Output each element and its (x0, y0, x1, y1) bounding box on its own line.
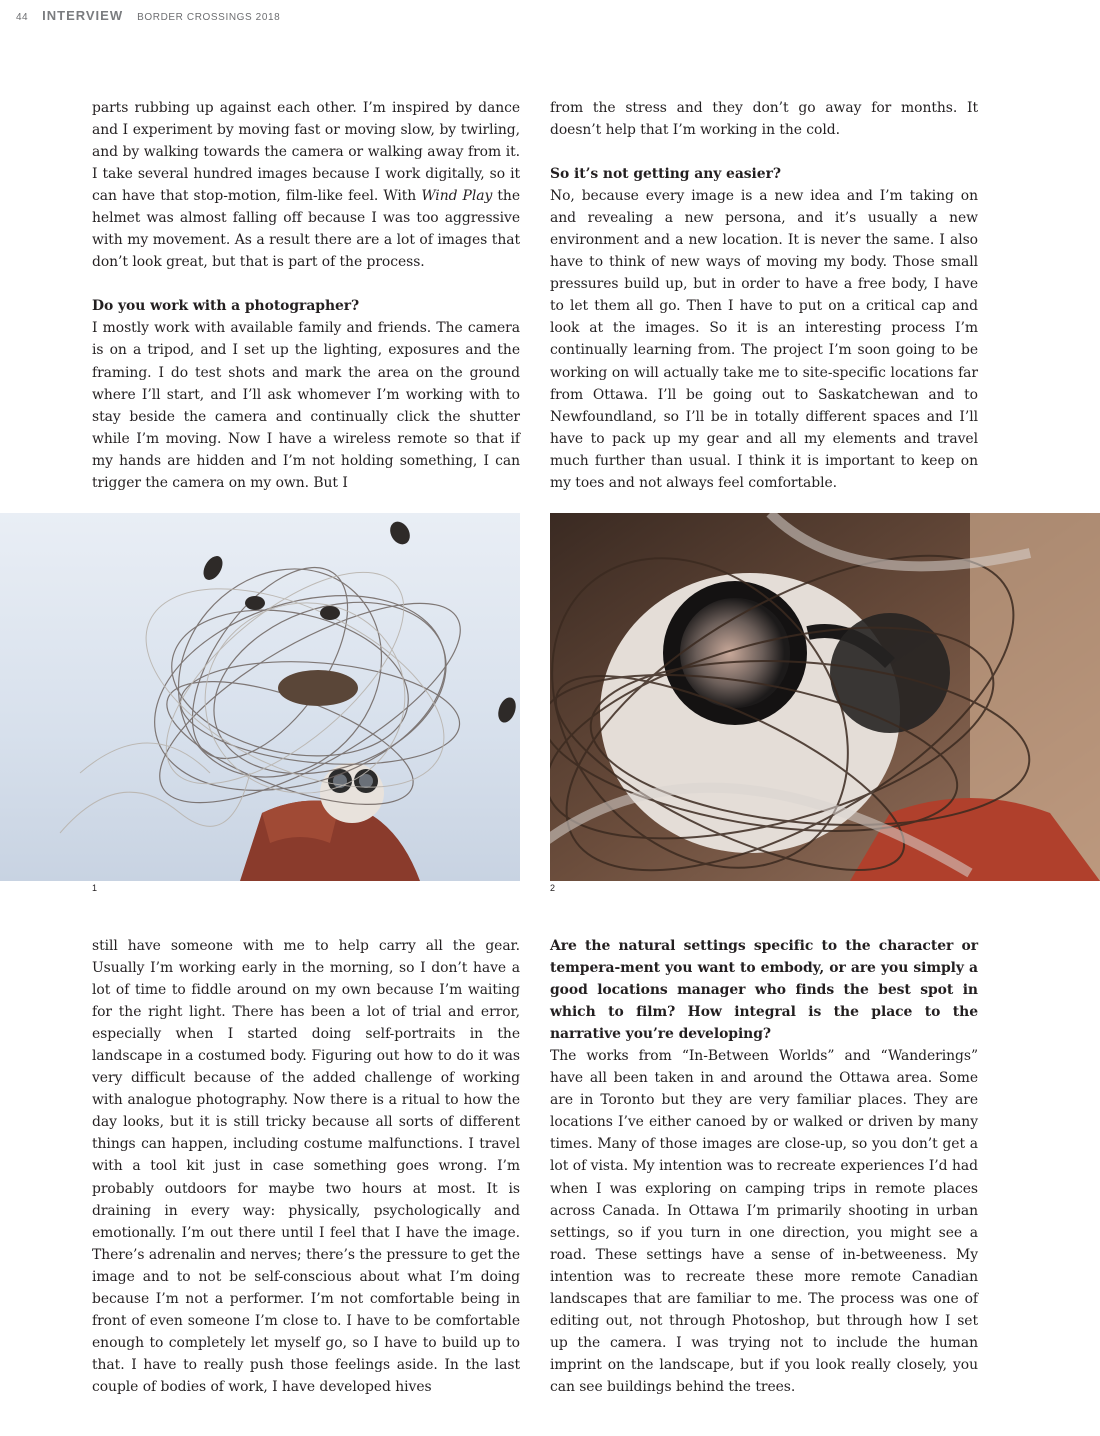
text-column-bottom-left (92, 935, 520, 1398)
interview-question: So it’s not getting any easier? (550, 166, 781, 183)
artwork-title: Wind Play (421, 188, 493, 205)
photo-2-goggle-closeup (550, 513, 1100, 881)
body-paragraph: parts rubbing up against each other. I’m inspired by dance and I experiment by moving fast or moving slow, by twirling, and by walking towards the camera or walking away from it. I take several hundred images because I work digitally, so it can have that stop-motion, film-like feel. With Wind Play the helmet was almost falling off because I was too aggressive with my movement. As a result there are a lot of images that don’t look great, but that is part of the process. (92, 100, 521, 271)
photo-caption-number: 1 (92, 883, 98, 893)
interview-question: Are the natural settings specific to the character or tempera-ment you want to embody, or are you simply a good locations manager who finds the best spot in which to film? How integral is the place to the narrative you’re developing? (550, 938, 978, 1043)
text-column-top-right (550, 97, 978, 494)
interview-answer: I mostly work with available family and friends. The camera is on a tripod, and I set up the lighting, exposures and the framing. I do test shots and mark the area on the ground where I’ll start, and I’ll ask whomever I’m working with to stay beside the camera and continually click the shutter while I’m moving. Now I have a wireless remote so that if my hands are hidden and I’m not holding something, I can trigger the camera on my own. But I (92, 320, 520, 491)
interview-question: Do you work with a photographer? (92, 298, 360, 315)
text-column-bottom-right (550, 935, 978, 1398)
page-number: 44 (16, 12, 29, 23)
body-paragraph: still have someone with me to help carry all the gear. Usually I’m working early in the morning, so I don’t have a lot of time to fiddle around on my own because I’m waiting for the right light. There has been a lot of trial and error, especially when I started doing self-portraits in the landscape in a costumed body. Figuring out how to do it was very difficult because of the added challenge of working with analogue photography. Now there is a ritual to how the day looks, but it is still tricky because all sorts of different things can happen, including costume malfunctions. I travel with a tool kit just in case something goes wrong. I’m probably outdoors for maybe two hours at most. It is draining in every way: physically, psychologically and emotionally. I’m out there until I feel that I have the image. There’s adrenalin and nerves; there’s the pressure to get the image and to not be self-conscious about what I’m doing because I’m not a performer. I’m not comfortable being in front of even someone I’m close to. I have to be comfortable enough to completely let myself go, so I have to build up to that. I have to really push those feelings aside. In the last couple of bodies of work, I have developed hives (92, 938, 520, 1395)
body-paragraph: from the stress and they don’t go away for months. It doesn’t help that I’m working in the cold. (550, 100, 978, 139)
photo-1-wire-nest-helmet (0, 513, 520, 881)
text-column-top-left (92, 97, 520, 494)
running-header (16, 8, 280, 26)
publication-title: BORDER CROSSINGS 2018 (137, 12, 281, 23)
section-title: INTERVIEW (42, 8, 124, 23)
interview-answer: No, because every image is a new idea and I’m taking on and revealing a new persona, and it’s usually a new environment and a new location. It is never the same. I also have to think of new ways of moving my body. Those small pressures build up, but in order to have a free body, I have to let them all go. Then I have to put on a critical cap and look at the images. So it is an interesting process I’m continually learning from. The project I’m soon going to be working on will actually take me to site-specific locations far from Ottawa. I’ll be going out to Saskatchewan and to Newfoundland, so I’ll be in totally different spaces and I’ll have to pack up my gear and all my elements and travel much further than usual. I think it is important to keep on my toes and not always feel comfortable. (550, 188, 978, 491)
photo-caption-number: 2 (550, 883, 556, 893)
interview-answer: The works from “In-Between Worlds” and “Wanderings” have all been taken in and around the Ottawa area. Some are in Toronto but they are very familiar places. They are locations I’ve either canoed by or walked or driven by many times. Many of those images are close-up, so you don’t get a lot of vista. My intention was to recreate experiences I’d had when I was exploring on camping trips in remote places across Canada. In Ottawa I’m primarily shooting in urban settings, so if you turn in one direction, you might see a road. These settings have a sense of in-betweeness. My intention was to recreate these more remote Canadian landscapes that are familiar to me. The process was one of editing out, not through Photoshop, but through how I set up the camera. I was trying not to include the human imprint on the landscape, but if you look really closely, you can see buildings behind the trees. (550, 1048, 978, 1395)
